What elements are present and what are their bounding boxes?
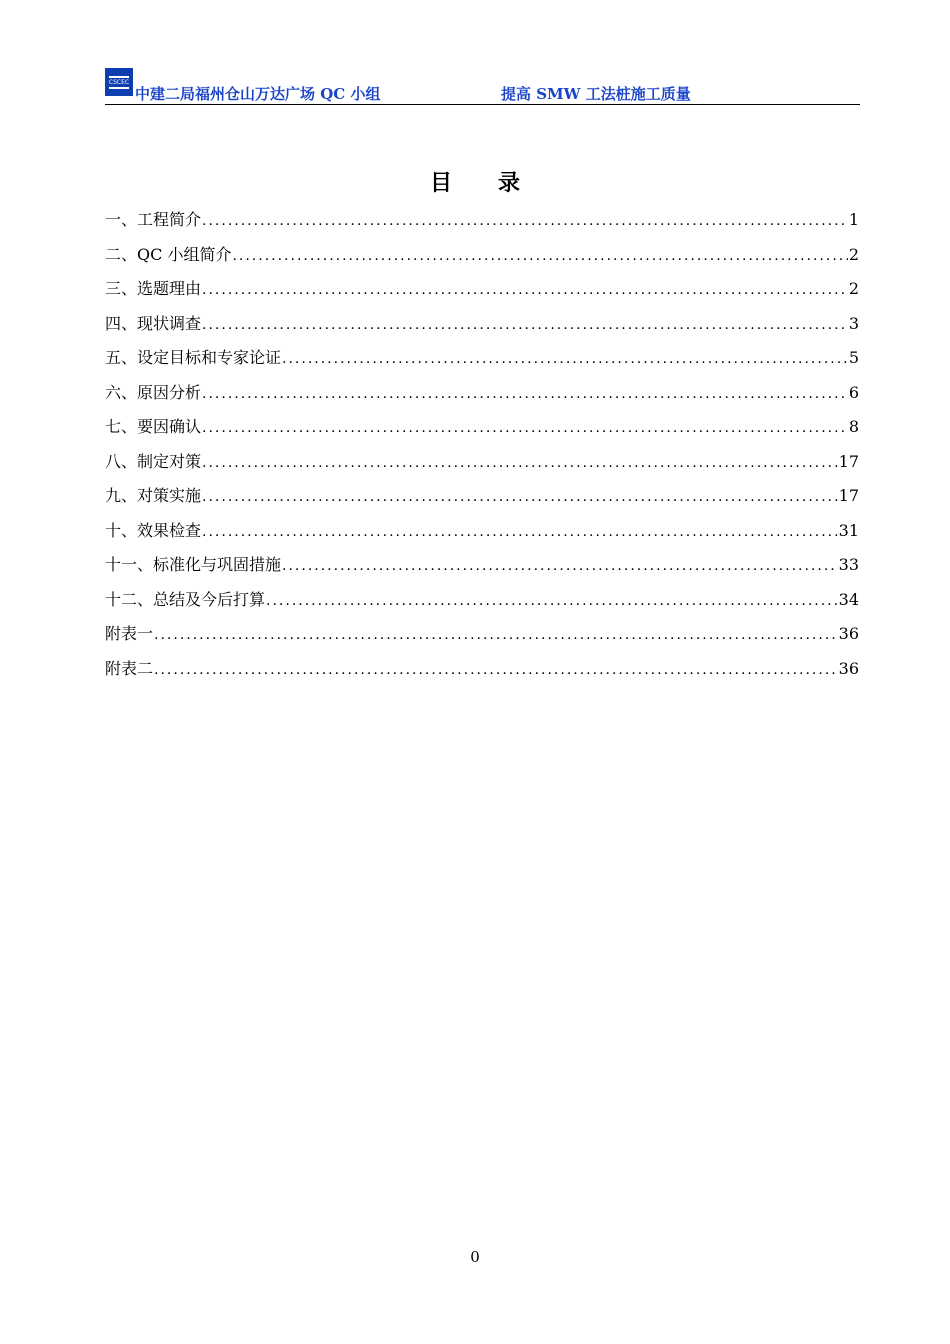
toc-entry-page: 3 <box>848 313 859 333</box>
toc-title-char-1: 目 <box>429 171 452 196</box>
toc-leader-dots <box>232 248 847 264</box>
header-org-name: 中建二局福州仓山万达广场 QC 小组 <box>135 85 381 103</box>
toc-entry-label: 六、原因分析 <box>105 382 202 402</box>
toc-entry[interactable] <box>105 311 859 346</box>
toc-entry-page: 34 <box>838 589 859 609</box>
page-number: 0 <box>470 1248 480 1266</box>
toc-leader-dots <box>202 524 838 540</box>
toc-entry-page: 17 <box>838 451 859 471</box>
toc-leader-dots <box>202 455 838 471</box>
toc-entry-label: 七、要因确认 <box>105 417 202 436</box>
toc-entry-label: 四、现状调查 <box>105 313 202 333</box>
toc-entry[interactable] <box>105 242 859 277</box>
toc-entry-label: 一、工程简介 <box>105 210 202 229</box>
toc-entry[interactable] <box>105 552 859 587</box>
toc-entry[interactable] <box>105 207 859 242</box>
toc-entry-label: 附表一 <box>105 624 154 643</box>
toc-entry-page: 2 <box>848 244 859 264</box>
toc-leader-dots <box>154 662 838 678</box>
toc-entry-label: 五、设定目标和专家论证 <box>105 348 282 367</box>
toc-entry[interactable] <box>105 414 859 449</box>
toc-entry-page: 31 <box>838 520 859 540</box>
toc-entry-page: 8 <box>848 417 859 436</box>
toc-entry[interactable] <box>105 345 859 380</box>
toc-entry-page: 5 <box>848 348 859 367</box>
toc-leader-dots <box>266 593 838 609</box>
toc-entry-label: 二、QC 小组简介 <box>105 244 232 264</box>
toc-entry[interactable] <box>105 380 859 415</box>
logo-bar-top <box>109 76 129 78</box>
toc-entry-page: 1 <box>848 210 859 229</box>
logo-bar-bottom <box>109 87 129 89</box>
toc-entry[interactable] <box>105 518 859 553</box>
toc-entry-page: 6 <box>848 382 859 402</box>
toc-entry-page: 33 <box>838 555 859 574</box>
table-of-contents <box>105 207 859 690</box>
toc-entry-label: 八、制定对策 <box>105 451 202 471</box>
toc-entry[interactable] <box>105 621 859 656</box>
toc-entry-label: 十一、标准化与巩固措施 <box>105 555 282 574</box>
toc-entry-label: 十二、总结及今后打算 <box>105 589 266 609</box>
toc-entry[interactable] <box>105 276 859 311</box>
toc-entry-page: 17 <box>838 486 859 505</box>
toc-leader-dots <box>202 282 848 298</box>
page-header <box>105 68 860 105</box>
toc-entry-page: 36 <box>838 624 859 643</box>
toc-entry-label: 十、效果检查 <box>105 520 202 540</box>
toc-leader-dots <box>202 317 848 333</box>
toc-entry-label: 三、选题理由 <box>105 279 202 298</box>
toc-leader-dots <box>282 558 838 574</box>
toc-title <box>0 166 950 197</box>
toc-leader-dots <box>202 420 848 436</box>
header-project-title: 提高 SMW 工法桩施工质量 <box>501 85 691 103</box>
toc-leader-dots <box>154 627 838 643</box>
toc-entry-page: 36 <box>838 658 859 678</box>
toc-entry[interactable] <box>105 483 859 518</box>
toc-entry-label: 附表二 <box>105 658 154 678</box>
toc-leader-dots <box>202 489 838 505</box>
toc-entry[interactable] <box>105 656 859 691</box>
toc-entry-label: 九、对策实施 <box>105 486 202 505</box>
company-logo <box>105 68 133 96</box>
toc-leader-dots <box>202 213 848 229</box>
toc-entry[interactable] <box>105 449 859 484</box>
toc-entry-page: 2 <box>848 279 859 298</box>
toc-leader-dots <box>202 386 848 402</box>
toc-leader-dots <box>282 351 848 367</box>
toc-entry[interactable] <box>105 587 859 622</box>
toc-title-char-2: 录 <box>498 171 521 196</box>
logo-text: CSCEC <box>108 78 130 86</box>
